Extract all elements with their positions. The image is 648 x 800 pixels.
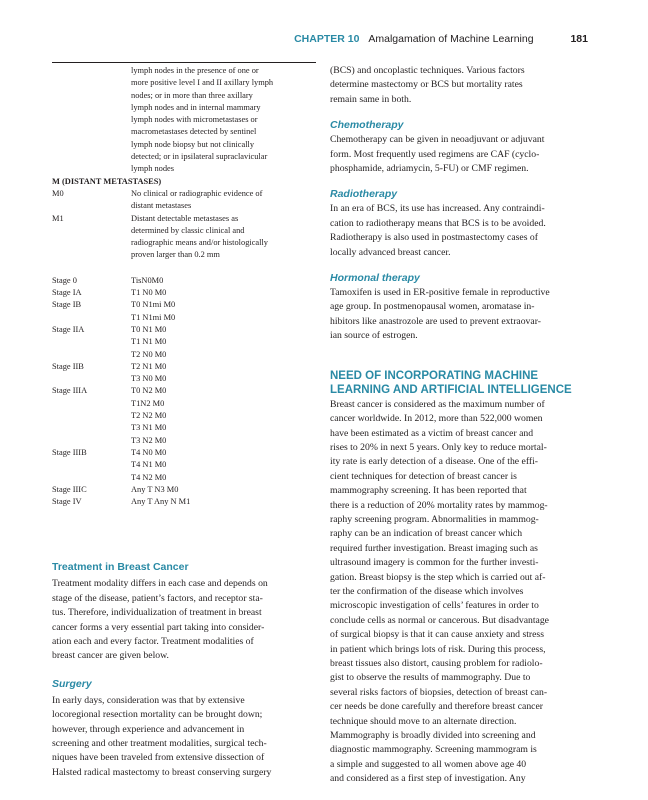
text-line: screening and other treatment modalities, surgical tech- — [52, 738, 267, 750]
n-continued-block — [52, 65, 316, 176]
text-line: rises to 20% in next 5 years. Only key to reduce mortal- — [330, 441, 547, 453]
table-row — [52, 65, 316, 77]
text-line: phosphamide, adriamycin, 5-FU) or CMF regimen. — [330, 163, 529, 175]
table-row-value: radiographic means and/or histologically — [131, 238, 268, 248]
stage-row — [52, 459, 316, 471]
chemotherapy-paragraph — [330, 133, 586, 176]
table-row-label — [52, 459, 131, 471]
text-line: gist to observe the results of mammography. Due to — [330, 672, 531, 684]
stage-row — [52, 447, 316, 459]
table-row-value: T3 N2 M0 — [131, 435, 167, 445]
table-row-label: M1 — [52, 213, 64, 223]
table-row-label — [52, 237, 131, 249]
radiotherapy-paragraph — [330, 202, 586, 260]
stage-row — [52, 435, 316, 447]
table-row-label — [52, 422, 131, 434]
table-row — [52, 188, 316, 200]
stage-row — [52, 472, 316, 484]
table-row-value: T1 N0 M0 — [131, 288, 167, 298]
text-line: Mammography is broadly divided into screening and — [330, 730, 536, 742]
table-row-value: No clinical or radiographic evidence of — [131, 188, 263, 198]
table-row — [52, 237, 316, 249]
table-row-value: lymph nodes with micrometastases or — [131, 115, 258, 125]
text-line: and considered as a first step of investigation. Any — [330, 773, 526, 785]
table-row-label: Stage IIB — [52, 361, 84, 371]
table-row-value: Distant detectable metastases as — [131, 213, 239, 223]
text-line: raphy screening program. Abnormalities in mammog- — [330, 513, 539, 525]
table-row-value: macrometastases detected by sentinel — [131, 127, 257, 137]
surgery-paragraph — [52, 694, 316, 780]
stage-row — [52, 484, 316, 496]
table-row-value: Any T Any N M1 — [131, 497, 191, 507]
table-row-value: more positive level I and II axillary lymph — [131, 78, 274, 88]
chapter-title: Amalgamation of Machine Learning — [368, 33, 534, 45]
text-line: cer needs be done carefully and therefore breast cancer — [330, 701, 543, 713]
table-row-value: T1 N1mi M0 — [131, 312, 176, 322]
table-row-label — [52, 410, 131, 422]
text-line: In early days, consideration was that by extensive — [52, 694, 245, 706]
text-line: a simple and suggested to all women above age 40 — [330, 758, 527, 770]
text-line: ter the confirmation of the disease which involves — [330, 585, 524, 597]
stage-row — [52, 496, 316, 508]
text-line: (BCS) and oncoplastic techniques. Various factors — [330, 65, 525, 76]
text-line: Chemotherapy can be given in neoadjuvant or adjuvant — [330, 134, 545, 146]
text-line: several risks factors of biopsies, detection of breast can- — [330, 686, 548, 698]
text-line: however, through experience and advancement in — [52, 723, 245, 735]
text-line: Breast cancer is considered as the maximum number of — [330, 398, 545, 410]
table-row-label — [52, 249, 131, 261]
table-row-value: T4 N0 M0 — [131, 447, 167, 457]
table-row-value: T4 N2 M0 — [131, 472, 167, 482]
machine-learning-paragraph — [330, 398, 586, 787]
table-row-label — [52, 200, 131, 212]
table-row — [52, 90, 316, 102]
stage-row — [52, 287, 316, 299]
text-line: stage of the disease, patient’s factors, and receptor sta- — [52, 592, 263, 604]
text-line: ity rate is early detection of a disease. One of the effi- — [330, 456, 539, 468]
table-row-value: T4 N1 M0 — [131, 460, 167, 470]
table-row-label — [52, 398, 131, 410]
table-row — [52, 200, 316, 212]
table-row-label — [52, 472, 131, 484]
text-line: breast tissues also distort, causing problem for radiolo- — [330, 658, 543, 669]
text-line: Treatment modality differs in each case and depends on — [52, 578, 268, 590]
text-line: cancer forms a very essential part taking into consider- — [52, 621, 265, 633]
table-row — [52, 77, 316, 89]
table-row-value: proven larger than 0.2 mm — [131, 250, 220, 260]
stage-row — [52, 275, 316, 287]
table-row — [52, 126, 316, 138]
text-line: ultrasound imagery is common for the further investi- — [330, 557, 539, 569]
stage-row — [52, 336, 316, 348]
stage-row — [52, 299, 316, 311]
heading-line: NEED OF INCORPORATING MACHINE — [330, 369, 539, 382]
text-line: required further investigation. Breast imaging such as — [330, 542, 538, 554]
text-line: cancer worldwide. In 2012, more than 522,000 women — [330, 413, 543, 425]
table-row-value: T2 N1 M0 — [131, 361, 167, 371]
text-line: tus. Therefore, individualization of treatment in breast — [52, 607, 262, 619]
table-row-value: T1N2 M0 — [131, 398, 165, 408]
stage-row — [52, 398, 316, 410]
table-row-label — [52, 312, 131, 324]
stage-row — [52, 324, 316, 336]
table-row-label: Stage IA — [52, 288, 82, 298]
treatment-paragraph — [52, 577, 316, 663]
table-row-value: T0 N1mi M0 — [131, 300, 176, 310]
table-row-value: T0 N1 M0 — [131, 324, 167, 334]
text-line: Halsted radical mastectomy to breast conserving surgery — [52, 766, 272, 778]
hormonal-therapy-heading: Hormonal therapy — [330, 272, 420, 285]
table-row — [52, 139, 316, 151]
table-row-value: T2 N0 M0 — [131, 349, 167, 359]
m-heading: M (DISTANT METASTASES) — [52, 176, 162, 186]
text-line: ian source of estrogen. — [330, 330, 418, 342]
stage-row — [52, 385, 316, 397]
text-line: locally advanced breast cancer. — [330, 246, 451, 258]
table-row-value: nodes; or in more than three axillary — [131, 90, 253, 100]
table-row-label: Stage IIA — [52, 324, 85, 334]
text-line: have been estimated as a victim of breast cancer and — [330, 427, 534, 439]
stage-row — [52, 422, 316, 434]
table-row-value: Any T N3 M0 — [131, 484, 179, 494]
stage-row — [52, 373, 316, 385]
text-line: there is a reduction of 20% mortality rates by mammog- — [330, 499, 548, 511]
stage-row — [52, 312, 316, 324]
text-line: cient techniques for detection of breast cancer is — [330, 470, 517, 482]
stage-rows — [52, 275, 316, 509]
table-row-value: T1 N1 M0 — [131, 337, 167, 347]
treatment-heading: Treatment in Breast Cancer — [52, 561, 189, 574]
table-row-label — [52, 435, 131, 447]
stage-row — [52, 361, 316, 373]
table-row-value: T0 N2 M0 — [131, 386, 167, 396]
table-row-label — [52, 336, 131, 348]
table-row-value: T2 N2 M0 — [131, 411, 167, 421]
table-row-label: Stage IV — [52, 497, 82, 507]
text-line: microscopic investigation of cells’ features in order to — [330, 600, 539, 612]
table-row — [52, 151, 316, 163]
table-top-rule — [52, 62, 316, 63]
surgery-heading: Surgery — [52, 677, 92, 690]
m-rows — [52, 188, 316, 262]
text-line: locoregional resection mortality can be brought down; — [52, 709, 263, 721]
table-row — [52, 114, 316, 126]
chemotherapy-heading: Chemotherapy — [330, 119, 404, 132]
text-line: cation to radiotherapy means that BCS is to be avoided. — [330, 217, 546, 229]
table-row-label: Stage IIIC — [52, 484, 87, 494]
table-row-value: TisN0M0 — [131, 275, 164, 285]
table-row-label: Stage IIIA — [52, 386, 88, 396]
text-line: mammography screening. It has been reported that — [330, 485, 527, 497]
text-line: remain same in both. — [330, 93, 412, 105]
table-row-label: Stage IB — [52, 300, 82, 310]
machine-learning-heading — [330, 369, 586, 398]
table-row — [52, 249, 316, 261]
text-line: diagnostic mammography. Screening mammogram is — [330, 744, 537, 756]
page-number: 181 — [570, 33, 588, 45]
right-column — [330, 64, 586, 787]
text-line: of surgical biopsy is that it can cause anxiety and stress — [330, 629, 544, 641]
table-row-label — [52, 373, 131, 385]
heading-line: LEARNING AND ARTIFICIAL INTELLIGENCE — [330, 384, 572, 397]
text-line: gation. Breast biopsy is the step which is carried out af- — [330, 571, 546, 583]
table-row-value: distant metastases — [131, 201, 192, 211]
table-row — [52, 102, 316, 114]
table-row — [52, 163, 316, 175]
text-line: form. Most frequently used regimens are CAF (cyclo- — [330, 148, 540, 160]
bcs-paragraph — [330, 64, 586, 107]
table-row — [52, 225, 316, 237]
table-row-value: lymph nodes — [131, 164, 175, 174]
table-row-value: T3 N1 M0 — [131, 423, 167, 433]
table-row-value: lymph nodes and in internal mammary — [131, 102, 261, 112]
running-header — [294, 33, 588, 45]
chapter-label: CHAPTER 10 — [294, 33, 360, 45]
hormonal-therapy-paragraph — [330, 286, 586, 344]
table-row-value: detected; or in ipsilateral supraclavicular — [131, 152, 268, 162]
text-line: age group. In postmenopausal women, aromatase in- — [330, 301, 535, 313]
table-row-label: M0 — [52, 188, 64, 198]
table-row-value: determined by classic clinical and — [131, 225, 245, 235]
table-row-label: Stage 0 — [52, 275, 77, 285]
table-row-value: lymph node biopsy but not clinically — [131, 139, 255, 149]
table-row — [52, 213, 316, 225]
table-row-value: T3 N0 M0 — [131, 374, 167, 384]
table-row-label — [52, 225, 131, 237]
radiotherapy-heading: Radiotherapy — [330, 188, 398, 201]
table-row-label: Stage IIIB — [52, 447, 87, 457]
table-row-value: lymph nodes in the presence of one or — [131, 66, 259, 75]
text-line: Radiotherapy is also used in postmastectomy cases of — [330, 232, 538, 244]
text-line: conclude cells as normal or cancerous. But disadvantage — [330, 614, 549, 626]
stage-row — [52, 349, 316, 361]
text-line: ation each and every factor. Treatment modalities of — [52, 636, 254, 648]
text-line: in patient which brings lots of risk. During this process, — [330, 643, 546, 655]
text-line: technique should move to an alternate direction. — [330, 715, 517, 727]
text-line: breast cancer are given below. — [52, 650, 169, 662]
table-row-label — [52, 349, 131, 361]
stage-row — [52, 410, 316, 422]
text-line: hibitors like anastrozole are used to prevent extraovar- — [330, 315, 541, 327]
text-line: Tamoxifen is used in ER-positive female in reproductive — [330, 287, 550, 299]
text-line: niques have been traveled from extensive dissection of — [52, 752, 265, 764]
staging-table — [52, 65, 316, 508]
text-line: In an era of BCS, its use has increased. Any contraindi- — [330, 203, 545, 215]
text-line: raphy can be an indication of breast cancer which — [330, 528, 523, 540]
text-line: determine mastectomy or BCS but mortality rates — [330, 79, 523, 91]
left-column — [52, 65, 316, 780]
